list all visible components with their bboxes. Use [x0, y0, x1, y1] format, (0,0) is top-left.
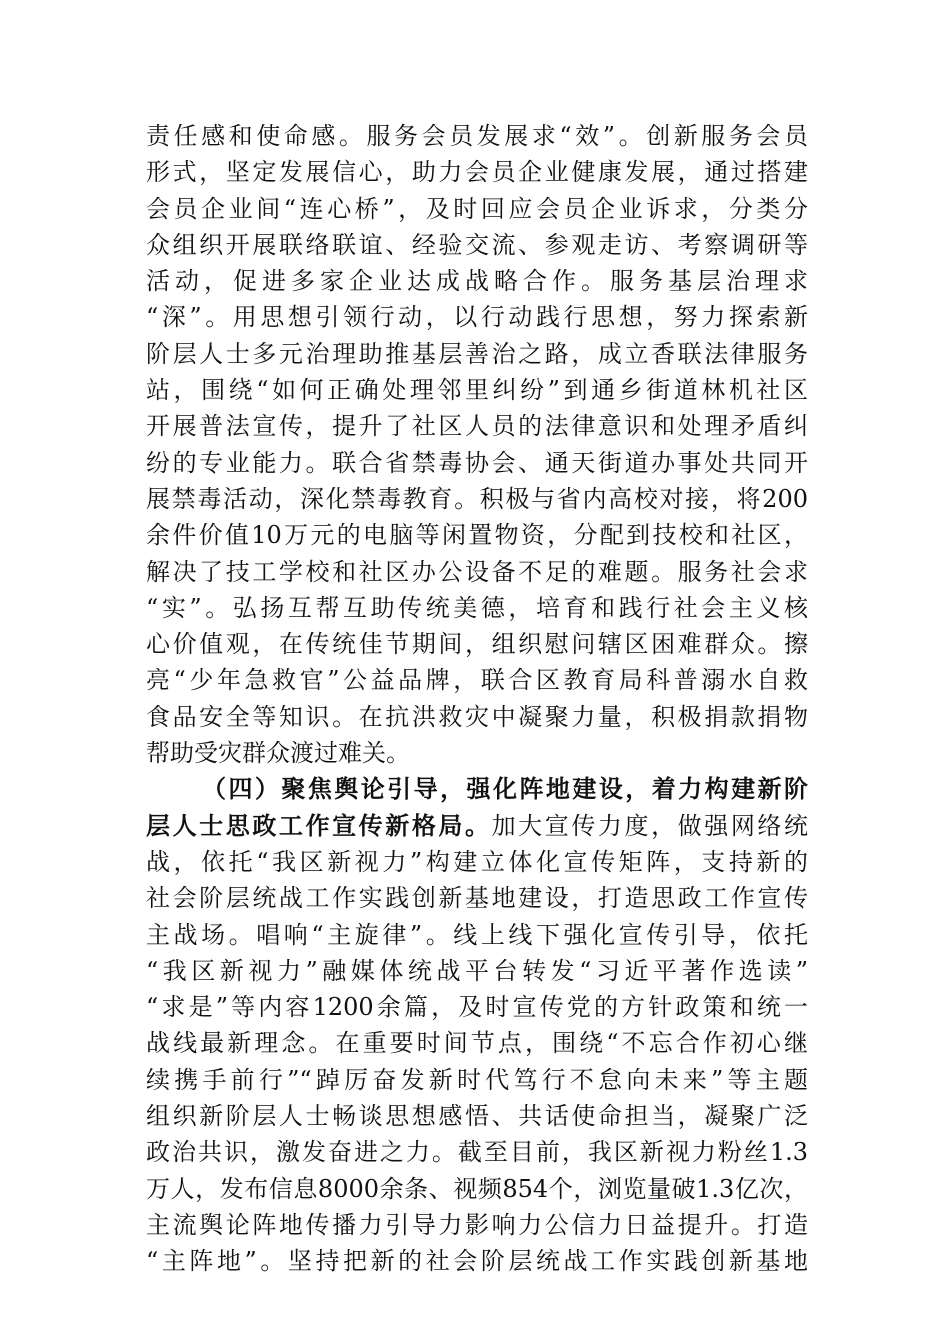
text-line: 续携手前行”“踔厉奋发新时代笃行不怠向未来”等主题	[146, 1065, 808, 1094]
text-line: 战线最新理念。在重要时间节点，围绕“不忘合作初心继	[146, 1029, 808, 1058]
text-line: 主流舆论阵地传播力引导力影响力公信力日益提升。打造	[146, 1210, 808, 1239]
text-line: “主阵地”。坚持把新的社会阶层统战工作实践创新基地	[146, 1247, 808, 1276]
text-line: 责任感和使命感。服务会员发展求“效”。创新服务会员	[146, 122, 808, 150]
text-line: 开展普法宣传，提升了社区人员的法律意识和处理矛盾纠	[146, 412, 808, 441]
text-line: 心价值观，在传统佳节期间，组织慰问辖区困难群众。擦	[146, 630, 808, 659]
text-line: 活动，促进多家企业达成战略合作。服务基层治理求	[146, 267, 808, 296]
text-line: 纷的专业能力。联合省禁毒协会、通天街道办事处共同开	[146, 448, 808, 477]
text-line: “求是”等内容1200余篇，及时宣传党的方针政策和统一	[146, 993, 808, 1022]
text-line: 组织新阶层人士畅谈思想感悟、共话使命担当，凝聚广泛	[146, 1102, 808, 1131]
section-heading: （四）聚焦舆论引导，强化阵地建设，着力构建新阶	[202, 774, 808, 804]
section-heading-continued: 层人士思政工作宣传新格局。	[146, 810, 492, 840]
text-line: 阶层人士多元治理助推基层善治之路，成立香联法律服务	[146, 339, 808, 368]
text-line: 社会阶层统战工作实践创新基地建设，打造思政工作宣传	[146, 884, 808, 913]
text-line: “深”。用思想引领行动，以行动践行思想，努力探索新	[146, 303, 808, 332]
text-line: 万人，发布信息8000余条、视频854个，浏览量破1.3亿次，	[146, 1174, 808, 1203]
text-line: 展禁毒活动，深化禁毒教育。积极与省内高校对接，将200	[146, 484, 808, 513]
text-line: 亮“少年急救官”公益品牌，联合区教育局科普溺水自救	[146, 666, 808, 695]
text-line: 众组织开展联络联谊、经验交流、参观走访、考察调研等	[146, 230, 808, 259]
text-line: 会员企业间“连心桥”，及时回应会员企业诉求，分类分	[146, 194, 808, 223]
text-line: “实”。弘扬互帮互助传统美德，培育和践行社会主义核	[146, 593, 808, 622]
text-line: 主战场。唱响“主旋律”。线上线下强化宣传引导，依托	[146, 920, 808, 949]
text-line: 食品安全等知识。在抗洪救灾中凝聚力量，积极捐款捐物	[146, 702, 808, 731]
text-line-rest: 加大宣传力度，做强网络统	[491, 811, 808, 840]
text-line	[146, 808, 808, 844]
text-line: 形式，坚定发展信心，助力会员企业健康发展，通过搭建	[146, 158, 808, 187]
text-line: 余件价值10万元的电脑等闲置物资，分配到技校和社区，	[146, 521, 808, 550]
document-body	[146, 118, 808, 1280]
text-line: 战，依托“我区新视力”构建立体化宣传矩阵，支持新的	[146, 847, 808, 876]
paragraph-publicity	[146, 771, 808, 1279]
text-line: 解决了技工学校和社区办公设备不足的难题。服务社会求	[146, 557, 808, 586]
text-line: “我区新视力”融媒体统战平台转发“习近平著作选读”	[146, 956, 808, 985]
text-line: 政治共识，激发奋进之力。截至目前，我区新视力粉丝1.3	[146, 1138, 808, 1167]
text-line: 帮助受灾群众渡过难关。	[146, 739, 410, 768]
paragraph-services	[146, 118, 808, 771]
text-line: 站，围绕“如何正确处理邻里纠纷”到通乡街道林机社区	[146, 376, 808, 405]
